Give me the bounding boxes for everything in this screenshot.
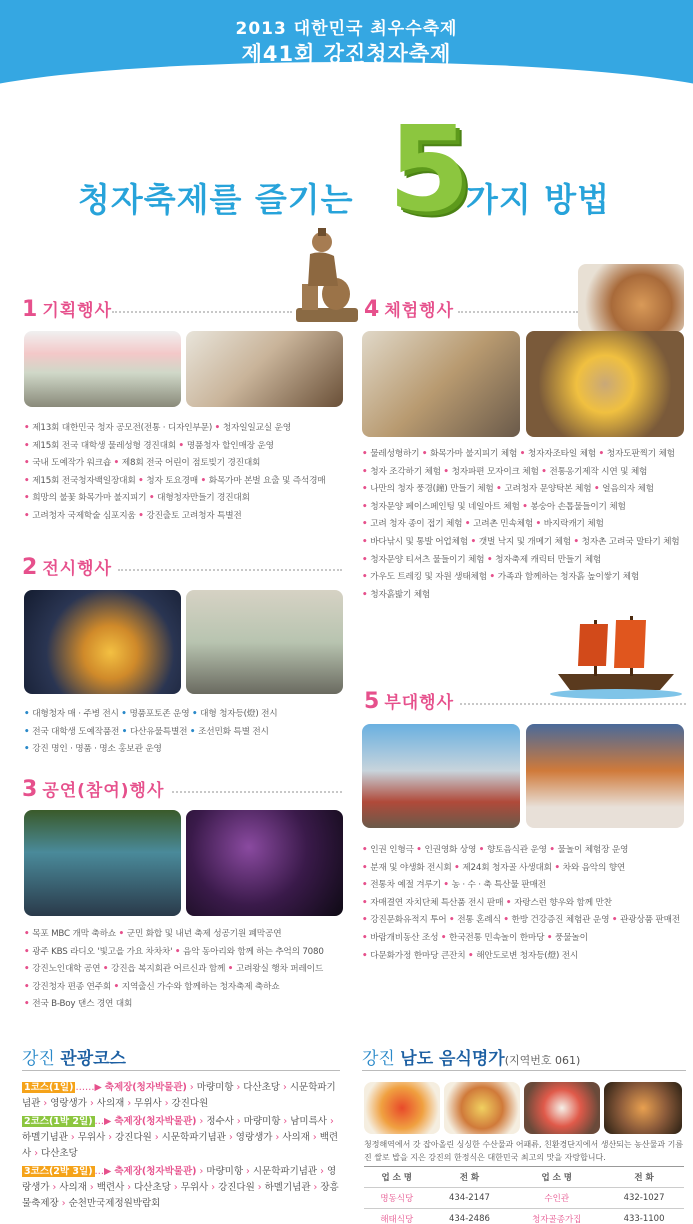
list-item: • 농 · 수 · 축 특산물 판매전 (443, 880, 546, 891)
course-stop: 영랑생가 (235, 1132, 273, 1143)
course-stop: 순천만국제정원박람회 (68, 1198, 161, 1209)
course-stop: 마량미항 (206, 1166, 244, 1177)
course-stop: 남미륵사 (290, 1116, 327, 1127)
photo-children-clay (526, 331, 684, 437)
photo-street-parade (362, 724, 520, 828)
course-stop: 마량미항 (196, 1082, 234, 1093)
course-stop: 사의재 (59, 1182, 87, 1193)
list-item: • 대형 청자등(燈) 전시 (191, 709, 278, 719)
list-item: • 강진청자 편종 연주회 (24, 981, 114, 992)
list-item: • 가우도 트레킹 및 자원 생태체험 (362, 572, 490, 583)
list-item: • 명품포토존 운영 (121, 709, 192, 719)
photo-stage-performance (186, 810, 343, 916)
list-item: • 고려촌 민속체험 (464, 519, 536, 530)
course-stop: 하멜기념관 (22, 1132, 68, 1143)
list-item: • 고려왕실 행차 퍼레이드 (227, 964, 324, 975)
ship-illustration (548, 610, 684, 700)
course-stop: 다산초당 (243, 1082, 280, 1093)
list-item: • 강진출토 고려청자 특별전 (138, 510, 242, 521)
course-stop: 백련사 (22, 1132, 339, 1159)
list-item: • 대형청자 매 · 주병 전시 (24, 709, 122, 719)
course-stop: 백련사 (96, 1182, 125, 1193)
list-item: • 군민 화합 및 내년 축제 성공기원 폐막공연 (118, 929, 282, 939)
section-2-list (24, 706, 344, 759)
photo-food-dish-1 (364, 1082, 440, 1134)
list-item: • 국내 도예작가 워크숍 (24, 458, 114, 469)
list-item: • 제15회 전국청자백일장대회 (24, 475, 139, 486)
list-item: • 제8회 전국 어린이 점토빚기 경진대회 (113, 458, 261, 469)
course-stop: 정수사 (206, 1116, 234, 1127)
list-item: • 청자흙밟기 체험 (362, 589, 431, 600)
photo-parade-float (24, 810, 181, 916)
course-stop: 축제장(청자박물관) (114, 1166, 197, 1177)
list-item: • 인권영화 상영 (416, 845, 479, 855)
course-item: 1코스(1일) ……▶ 축제장(청자박물관) › 마량미항 › 다산초당 › 시문학파기념관 › 영랑생가 › 사의재 › 무위사 › 강진다원 (22, 1082, 336, 1109)
list-item: • 얼음의자 체험 (593, 484, 654, 495)
photo-food-dish-3 (524, 1082, 600, 1134)
section-5-heading: 5 부대행사 (364, 689, 455, 714)
list-item: • 인권 인형극 (362, 845, 417, 855)
list-item: • 바지락캐기 체험 (535, 519, 604, 530)
list-item: • 청자자조타일 체험 (519, 449, 599, 459)
hero-text-part2: 가지 방법 (466, 180, 611, 219)
list-item: • 다산유물특별전 (121, 726, 190, 737)
festival-header (0, 0, 693, 92)
course-stop: 무위사 (134, 1098, 162, 1109)
list-item: • 전국 B-Boy 댄스 경연 대회 (24, 999, 133, 1010)
header-subtitle: 2013 대한민국 최우수축제 (235, 19, 458, 39)
list-item: • 화목가마 본벌 요출 및 즉석경매 (200, 475, 326, 486)
list-item: • 고려청자 문양탁본 체험 (496, 484, 594, 495)
list-item: • 전통 혼례식 (449, 915, 504, 926)
tourism-course-list (22, 1080, 342, 1214)
photo-food-dish-4 (604, 1082, 682, 1134)
list-item: • 한방 건강증진 체험관 운영 (503, 915, 612, 926)
list-item: • 강진읍 복지회관 어르신과 함께 (102, 964, 228, 975)
course-stop: 시문학파기념관 (252, 1166, 318, 1177)
course-item: 2코스(1박 2일) …▶ 축제장(청자박물관) › 정수사 › 마량미항 › 남미륵사 › 하멜기념관 › 무위사 › 강진다원 › 시문학파기념관 › 영랑생가 › 사의재 › 백련사 › 다산초당 (22, 1116, 339, 1159)
list-item: • 물놀이 체험장 운영 (549, 845, 629, 855)
photo-planned-event-tent (24, 331, 181, 407)
course-tag: 2코스(1박 2일) (24, 1116, 93, 1127)
list-item: • 제24회 청자골 사생대회 (454, 862, 555, 873)
photo-royal-procession (526, 724, 684, 828)
list-item: • 고려 청자 종이 접기 체험 (362, 519, 465, 530)
list-item: • 청자축제 캐릭터 만들기 체험 (486, 554, 602, 565)
restaurant-table: 업 소 명 전 화 업 소 명 전 화 명동식당 434-2147 수인관 432-1027 해태식당 434-2486 청자골종가집 433-1100 (364, 1166, 684, 1224)
list-item: • 물레성형하기 (362, 449, 422, 459)
list-item: • 전통옹기제작 시연 및 체험 (541, 466, 648, 477)
course-item: 3코스(2박 3일) …▶ 축제장(청자박물관) › 마량미항 › 시문학파기념관 › 영랑생가 › 사의재 › 백련사 › 다산초당 › 무위사 › 강진다원 › 하멜기념관 › 장흥 물축제장 › 순천만국제정원박람회 (22, 1166, 339, 1209)
list-item: • 청자일일교실 운영 (214, 423, 291, 433)
photo-food-dish-2 (444, 1082, 520, 1134)
list-item: • 청자문양 티셔츠 물들이기 체험 (362, 554, 487, 565)
list-item: • 강진노인대학 공연 (24, 964, 103, 975)
table-row: 명동식당 434-2147 수인관 432-1027 (364, 1188, 684, 1209)
course-stop: 시문학파기념관 (22, 1082, 336, 1109)
section-3-list (24, 926, 344, 1014)
list-item: • 청자문양 페이스페인팅 및 네일아트 체험 (362, 501, 523, 512)
list-item: • 나만의 청자 풍경(鐘) 만들기 체험 (362, 484, 497, 495)
food-description: 청정해역에서 갓 잡아올린 싱싱한 수산물과 어패류, 친환경단지에서 생산되는 농산물과 기름진 쌀로 밥을 지은 강진의 한정식은 대한민국 최고의 맛을 자랑합니다. (364, 1140, 684, 1162)
course-tag: 1코스(1일) (24, 1082, 74, 1093)
tourism-title: 강진 관광코스 (22, 1049, 126, 1069)
list-item: • 전국 대학생 도예작품전 (24, 726, 122, 737)
course-stop: 다산초당 (134, 1182, 171, 1193)
list-item: • 한국전통 민속놀이 한마당 (440, 932, 547, 943)
list-item: • 고려청자 국제학술 심포지움 (24, 510, 139, 521)
list-item: • 자랑스런 향우와 함께 만찬 (505, 897, 612, 908)
list-item: • 바다낚시 및 통발 어업체험 (362, 536, 471, 547)
list-item: • 조선민화 특별 전시 (189, 726, 269, 737)
list-item: • 풍물놀이 (546, 932, 588, 943)
course-stop: 마량미항 (243, 1116, 281, 1127)
list-item: • 청자파편 모자이크 체험 (443, 466, 542, 477)
list-item: • 가족과 함께하는 청자흙 높이쌓기 체험 (489, 572, 640, 583)
course-stop: 영랑생가 (22, 1166, 337, 1193)
list-item: • 명품청자 할인매장 운영 (178, 440, 274, 451)
hero-text-part1: 청자축제를 즐기는 (78, 180, 354, 219)
course-stop: 하멜기념관 (264, 1182, 311, 1193)
list-item: • 희망의 불꽃 화목가마 불지피기 (24, 493, 149, 504)
food-title: 강진 남도 음식명가(지역번호 061) (362, 1049, 581, 1069)
list-item: • 바람개비동산 조성 (362, 932, 441, 943)
section-1-heading: 1 기획행사 (22, 297, 113, 322)
course-stop: 장흥 물축제장 (22, 1182, 339, 1209)
list-item: • 대형청자만들기 경진대회 (148, 493, 250, 504)
course-tag: 3코스(2박 3일) (24, 1166, 93, 1177)
section-2-heading: 2 전시행사 (22, 555, 113, 580)
list-item: • 자매결연 자치단체 특산품 전시 판매 (362, 897, 506, 908)
list-item: • 제13회 대한민국 청자 공모전(전통 · 디자인부문) (24, 423, 215, 433)
course-stop: 무위사 (180, 1182, 209, 1193)
course-stop: 다산초당 (41, 1148, 78, 1159)
list-item: • 청자 토요경매 (138, 475, 201, 486)
list-item: • 분재 및 야생화 전시회 (362, 862, 455, 873)
list-item: • 관광상품 판매전 (611, 915, 680, 926)
list-item: • 강진문화유적지 투어 (362, 915, 450, 926)
list-item: • 음악 동아리와 함께 하는 추억의 7080 (174, 946, 324, 957)
list-item: • 전통차 예절 겨루기 (362, 880, 444, 891)
photo-child-pottery (578, 264, 684, 332)
course-stop: 영랑생가 (50, 1098, 87, 1109)
list-item: • 청자촌 고려국 말타기 체험 (573, 536, 680, 547)
potter-statue-illustration (292, 224, 362, 326)
list-item: • 청자도판찍기 체험 (598, 449, 675, 459)
hero-number-five: 5 (388, 100, 471, 238)
hero-banner (0, 100, 693, 238)
section-4-heading: 4 체험행사 (364, 297, 455, 322)
photo-celadon-exhibit (186, 590, 343, 694)
list-item: • 다문화가정 한마당 큰잔치 (362, 950, 468, 961)
photo-lantern-exhibit (24, 590, 181, 694)
list-item: • 지역출신 가수와 함께하는 청자축제 축하쇼 (113, 981, 280, 992)
list-item: • 제15회 전국 대학생 물레성형 경진대회 (24, 440, 179, 451)
course-stop: 축제장(청자박물관) (114, 1116, 197, 1127)
section-4-list (362, 446, 686, 604)
course-stop: 무위사 (77, 1132, 106, 1143)
course-stop: 강진다원 (115, 1132, 152, 1143)
section-5-list (362, 842, 686, 965)
list-item: • 갯벌 낙지 및 개메기 체험 (470, 536, 574, 547)
header-title: 제41회 강진청자축제 (241, 42, 452, 66)
list-item: • 광주 KBS 라디오 '빛고을 가요 차차차' (24, 946, 175, 957)
course-stop: 강진다원 (171, 1098, 209, 1109)
course-stop: 시문학파기념관 (161, 1132, 226, 1143)
course-stop: 강진다원 (218, 1182, 255, 1193)
section-3-heading: 3 공연(참여)행사 (22, 777, 165, 802)
list-item: • 화목가마 불지피기 체험 (421, 449, 520, 459)
table-row: 해태식당 434-2486 청자골종가집 433-1100 (364, 1209, 684, 1224)
section-1-list (24, 420, 344, 526)
list-item: • 청자 조각하기 체험 (362, 466, 444, 477)
course-stop: 사의재 (96, 1098, 125, 1109)
list-item: • 목포 MBC 개막 축하쇼 (24, 929, 119, 939)
list-item: • 해안도로변 청자등(燈) 전시 (468, 950, 579, 961)
list-item: • 강진 명인 · 명품 · 명소 홍보관 운영 (24, 744, 162, 755)
list-item: • 차와 음악의 향연 (554, 862, 626, 873)
photo-pottery-wheel (186, 331, 343, 407)
list-item: • 봉숭아 손톱물들이기 체험 (522, 501, 626, 512)
course-stop: 사의재 (282, 1132, 310, 1143)
course-stop: 축제장(청자박물관) (104, 1082, 187, 1093)
list-item: • 향토음식관 운영 (478, 845, 550, 855)
photo-experience-booth (362, 331, 520, 437)
